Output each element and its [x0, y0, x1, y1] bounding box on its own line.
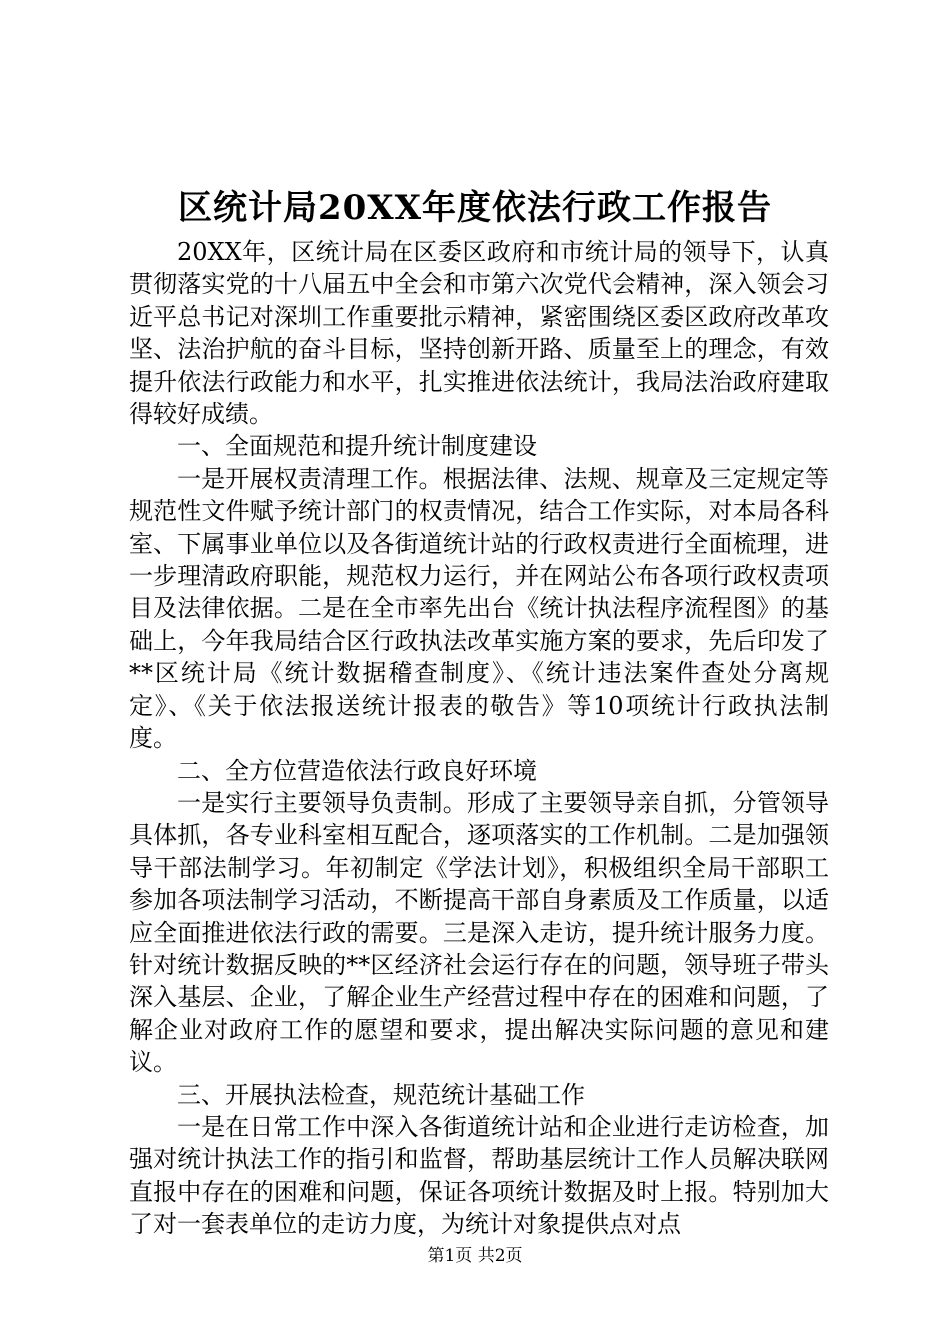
section-heading-3: 三、开展执法检查，规范统计基础工作 [177, 1080, 585, 1109]
section-1-paragraph: 一是开展权责清理工作。根据法律、法规、规章及三定规定等规范性文件赋予统计部门的权责情况，结合工作实际，对本局各科室、下属事业单位以及各街道统计站的行政权责进行全面梳理，进一步理清政府职能，规范权力运行，并在网站公布各项行政权责项目及法律依据。二是在全市率先出台《统计执法程序流程图》的基础上，今年我局结合区行政执法改革实施方案的要求，先后印发了**区统计局《统计数据稽查制度》、《统计违法案件查处分离规定》、《关于依法报送统计报表的敬告》等10项统计行政执法制度。 [129, 464, 829, 753]
section-2-paragraph: 一是实行主要领导负责制。形成了主要领导亲自抓，分管领导具体抓，各专业科室相互配合，逐项落实的工作机制。二是加强领导干部法制学习。年初制定《学法计划》，积极组织全局干部职工参加各项法制学习活动，不断提高干部自身素质及工作质量，以适应全面推进依法行政的需要。三是深入走访，提升统计服务力度。针对统计数据反映的**区经济社会运行存在的问题，领导班子带头深入基层、企业，了解企业生产经营过程中存在的困难和问题，了解企业对政府工作的愿望和要求，提出解决实际问题的意见和建议。 [129, 788, 829, 1077]
document-title: 区统计局20XX年度依法行政工作报告 [177, 188, 773, 228]
page-footer: 第1页 共2页 [427, 1246, 523, 1266]
section-heading-1: 一、全面规范和提升统计制度建设 [177, 432, 537, 461]
intro-paragraph: 20XX年，区统计局在区委区政府和市统计局的领导下，认真贯彻落实党的十八届五中全会和市第六次党代会精神，深入领会习近平总书记对深圳工作重要批示精神，紧密围绕区委区政府改革攻坚、法治护航的奋斗目标，坚持创新开路、质量至上的理念，有效提升依法行政能力和水平，扎实推进依法统计，我局法治政府建取得较好成绩。 [129, 238, 829, 429]
section-heading-2: 二、全方位营造依法行政良好环境 [177, 756, 537, 785]
document-body [129, 236, 829, 1241]
section-3-paragraph: 一是在日常工作中深入各街道统计站和企业进行走访检查，加强对统计执法工作的指引和监督，帮助基层统计工作人员解决联网直报中存在的困难和问题，保证各项统计数据及时上报。特别加大了对一套表单位的走访力度，为统计对象提供点对点 [129, 1112, 829, 1239]
